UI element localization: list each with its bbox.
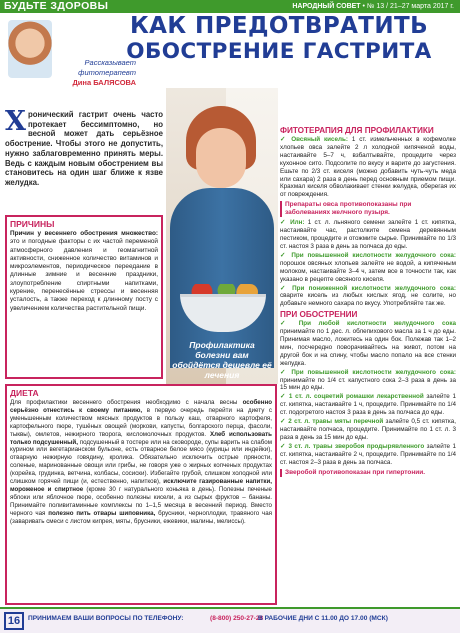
footer-text: ПРИНИМАЕМ ВАШИ ВОПРОСЫ ПО ТЕЛЕФОНУ: <box>28 615 184 622</box>
article-title <box>104 14 454 64</box>
recipe-st-johns-wort <box>280 443 456 467</box>
recipe-low-acid-text: сварите кисель из любых кислых ягод, не солите, но добавьте немного сахара по вкусу. Употребляйте так же. <box>280 292 456 308</box>
recipe-sea-buckthorn <box>280 320 456 367</box>
warning-st-johns-wort: Зверобой противопоказан при гипертонии. <box>280 469 456 477</box>
title-line1: КАК ПРЕДОТВРАТИТЬ <box>129 13 429 39</box>
recipe-high-acid <box>280 252 456 284</box>
photo-caption: Профилактика болезни вам обойдётся дешевле её лечения <box>172 340 272 380</box>
reasons-box <box>5 215 163 379</box>
recipe-chamomile-text: залейте 1 ст. кипятка, настаивайте 1 ч, процедите. Принимайте по 1/4 ст. подогретого настоя 3 раза в день за полчаса до еды. <box>280 393 456 417</box>
recipe-chamomile-title: ✓ 1 ст. л. соцветий ромашки лекарственной <box>280 393 424 401</box>
diet-part4: (кроме 30 г натурального коньяка в день). Полезны печеные яблоки или яблочное пюре, особенно полезны кисели, а из сырых фруктов – бананы. Принимайте поливитаминные комплексы по 1–1,5 месяца в весенний период. Вместо черного чая <box>10 485 273 517</box>
caption-line2: фитотерапевт <box>78 68 136 77</box>
reasons-body: это и погодные факторы с их частой переменой атмосферного давления и геомагнитной активности, сниженное количество витаминов и микроэлементов, периодическое переедание в длинные зимние и весенние праздники, злоупотребление спиртными напитками, курение, перенесённые стрессы и весенняя усталость, а также переход к длинному посту с увеличением количества растительной пищи. <box>10 238 158 312</box>
recipe-oat-text: 1 ст. измельченных в кофемолке хлопьев овса залейте 2 л холодной кипяченой воды, настаивайте 5–7 ч, взбалтывайте, процедите через кухонное сито. Подсолите по вкусу и варите до загустения. Ешьте по 2/3 ст. киселя (можно добавить чуть-чуть меда или сахара) 2 раза в день перед основным приемом пищи. Крахмал киселя обволакивает стенки желудка, оберегая их от повреждения. <box>280 136 456 199</box>
recipe-high-acid-title: ✓ При повышенной кислотности желудочного сока: <box>280 251 456 259</box>
phytotherapy-column <box>280 124 456 608</box>
recipe-flax-title: ✓ Илн: <box>280 219 305 227</box>
recipe-oat <box>280 136 456 199</box>
diet-part3: подсушенный в тостере или на сковороде, супы варить на слабом курином или вегетарианском бульоне, есть отварное белое мясо (курицы или индейки), отварную нежирную говядину, кролика. Обязательно исключить острые пряности, соленые, маринованные овощи или грибы, не говоря уже о жирных копченых продуктах (корейка, грудинка, ветчина, колбасы, сосиски). Избегайте грубой, слишком холодной или слишком горячей пищи (и, естественно, напитков), <box>10 438 272 486</box>
recipe-cabbage-text: принимайте по 1/4 ст. капустного сока 2–3 раза в день за 15 мин до еды. <box>280 376 456 392</box>
recipe-mint <box>280 418 456 442</box>
warning-oat: Препараты овса противопоказаны при заболеваниях желчного пузыря. <box>280 201 456 217</box>
reasons-lead: Причин у весеннего обострения множество: <box>10 230 158 237</box>
recipe-low-acid <box>280 285 456 309</box>
recipe-cabbage-title: ✓ При повышенной кислотности желудочного сока: <box>280 368 456 376</box>
phyto-heading: ФИТОТЕРАПИЯ ДЛЯ ПРОФИЛАКТИКИ <box>280 126 434 135</box>
recipe-st-johns-wort-title: ✓ 3 ст. л. травы зверобоя продырявленного <box>280 442 425 450</box>
diet-box <box>5 384 277 605</box>
recipe-flax <box>280 219 456 251</box>
issue-number: № 13 / 21–27 марта 2017 г. <box>366 3 454 10</box>
diet-bold1: особенно серьёзно отнестись к своему питанию, <box>10 399 272 414</box>
title-line2: ОБОСТРЕНИЕ ГАСТРИТА <box>126 39 432 64</box>
drop-cap: Х <box>5 106 26 137</box>
recipe-high-acid-text: порошок овсяных хлопьев залейте не водой, а кипяченым молоком, настаивайте 3–4 ч, затем все в точности так, как указано в рецепте овсяного киселя. <box>280 259 456 283</box>
diet-heading: ДИЕТА <box>10 388 39 398</box>
woman-photo <box>166 88 278 384</box>
diet-part1: Для профилактики весеннего обострения необходимо с начала весны <box>10 399 243 406</box>
footer-phone[interactable]: (8-800) 250-27-28 <box>210 615 264 622</box>
recipe-sea-buckthorn-title: ✓ При любой кислотности желудочного сока <box>280 320 456 328</box>
lead-paragraph <box>5 106 163 188</box>
separator-dot: • <box>362 3 365 10</box>
footer-hours: В РАБОЧИЕ ДНИ С 11.00 ДО 17.00 (МСК) <box>258 615 388 622</box>
recipe-mint-title: ✓ 2 ст. л. травы мяты перечной <box>280 418 384 426</box>
reasons-text <box>7 229 161 314</box>
diet-text <box>7 398 275 527</box>
recipe-oat-title: ✓ Овсяный кисель: <box>280 136 348 143</box>
page-number: 16 <box>4 612 24 630</box>
page-footer <box>0 607 460 633</box>
rubric-title: БУДЬТЕ ЗДОРОВЫ <box>4 0 109 12</box>
diet-part2: в первую очередь перейти на диету с уменьшенным количеством мясных продуктов в пользу каш, отварного картофеля, картофельного пюре, тушёных овощей (моркови, капусты, болгарского перца, фасоли, тыквы), омлетов, нежирного творога, кисломолочных продуктов. <box>10 406 272 438</box>
diet-part5: брусники, черноплодки, травяного чая (заваривать смеси с листом кипрея, мяты, брусники, ежевики, малины, мелиссы). <box>10 509 273 525</box>
photo-face <box>196 128 246 188</box>
newspaper-name: НАРОДНЫЙ СОВЕТ <box>292 3 361 10</box>
diet-bold4: полезно пить отвары шиповника, <box>48 509 156 517</box>
recipe-flax-text: 1 ст. л. льняного семени залейте 1 ст. кипятка, настаивайте час, растолките семена деревянным пестиком, процедите и отожмите сырье. Принимайте по 1/3 ст. настоя 3 раза в день за полчаса до еды. <box>280 219 456 250</box>
recipe-mint-text: залейте 0,5 ст. кипятка, настаивайте полчаса, процедите. Принимайте по 1 ст. л. 3 раза в день за 15 мин до еды. <box>280 418 456 441</box>
recipe-chamomile <box>280 393 456 417</box>
recipe-low-acid-title: ✓ При пониженной кислотности желудочного сока: <box>280 284 456 292</box>
author-name: Дина БАЛЯСОВА <box>72 78 136 87</box>
lead-text: ронический гастрит очень часто протекает бессимптомно, но весной может дать серьёзное обострение. Чтобы этого не допустить, нужно заблаговременно принять меры. Ведь с каждым новым обострением вы становитесь на один шаг ближе к язве желудка. <box>5 110 163 187</box>
recipe-cabbage <box>280 369 456 393</box>
diet-bold3: исключите газированные напитки, мороженое и спиртное <box>10 478 273 493</box>
issue-info <box>292 0 454 13</box>
reasons-heading: ПРИЧИНЫ <box>10 219 55 229</box>
recipe-st-johns-wort-text: залейте 1 ст. кипятка, настаивайте 2 ч, процедите. Принимайте по 1/4 ст. настоя 2–3 раза в день за полчаса. <box>280 442 456 466</box>
author-portrait <box>8 20 52 78</box>
recipe-sea-buckthorn-text: принимайте по 1 дес. л. облепихового масла за 1 ч до еды. Принимая масло, ложитесь на один бок. Полежав так 1–2 мин, посчередно поворачивайтесь на живот, потом на другой бок и на спину, чтобы масло попало на все стенки желудка. <box>280 328 456 367</box>
caption-line1: Рассказывает <box>84 58 136 67</box>
diet-bold2: Хлеб использовать только подсушенный, <box>10 430 272 446</box>
exacerbation-heading: ПРИ ОБОСТРЕНИИ <box>280 310 358 320</box>
